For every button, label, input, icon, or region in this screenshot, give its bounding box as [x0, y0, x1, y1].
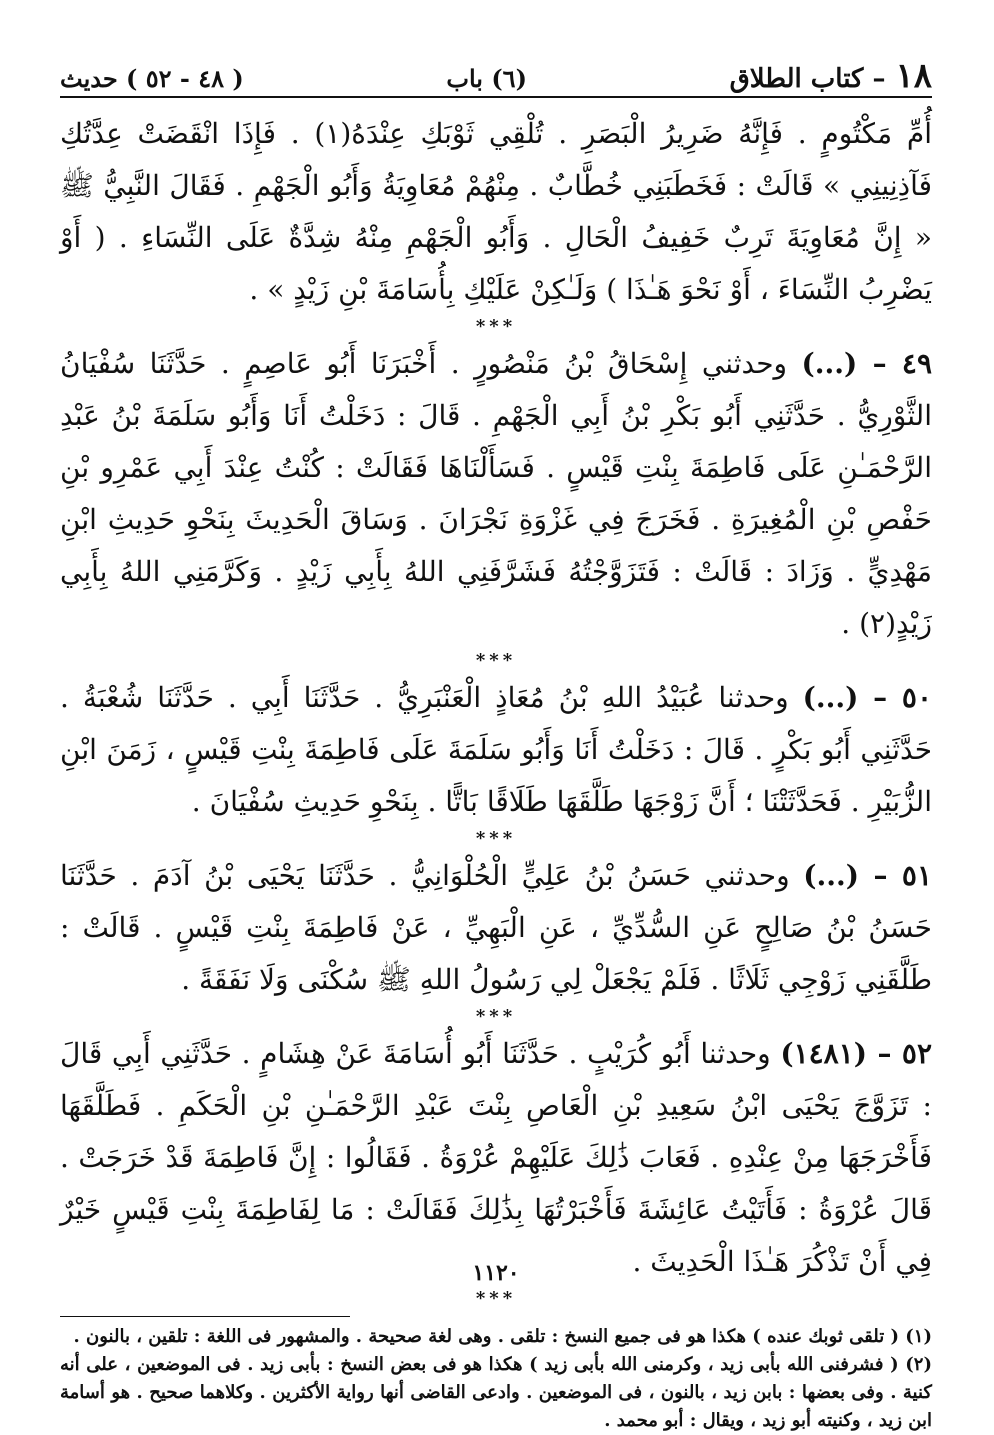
- hadith-text: وحدثنا أَبُو كُرَيْبٍ . حَدَّثَنَا أَبُو أُسَامَةَ عَنْ هِشَامٍ . حَدَّثَنِي أَبِي قَالَ : تَزَوَّجَ يَحْيَى ابْنُ سَعِيدِ بْنِ الْعَاصِ بِنْتَ عَبْدِ الرَّحْمَـٰنِ بْنِ الْحَكَمِ . فَطَلَّقَهَا فَأَخْرَجَهَا مِنْ عِنْدِهِ . فَعَابَ ذَٰلِكَ عَلَيْهِمْ عُرْوَةُ . فَقَالُوا : إِنَّ فَاطِمَةَ قَدْ خَرَجَتْ . قَالَ عُرْوَةُ : فَأَتَيْتُ عَائِشَةَ فَأَخْبَرْتُهَا بِذَٰلِكَ فَقَالَتْ : مَا لِفَاطِمَةَ بِنْتِ قَيْسٍ خَيْرٌ فِي أَنْ تَذْكُرَ هَـٰذَا الْحَدِيثَ .: [60, 1037, 932, 1278]
- section-separator: ***: [475, 316, 517, 337]
- hadith-49: [60, 338, 932, 650]
- header-hadith-range: ( ٤٨ - ٥٢ ) حديث: [60, 64, 244, 93]
- hadith-text: وحدثني إِسْحَاقُ بْنُ مَنْصُورٍ . أَخْبَرَنَا أَبُو عَاصِمٍ . حَدَّثَنَا سُفْيَانُ الثَّوْرِيُّ . حَدَّثَنِي أَبُو بَكْرِ بْنُ أَبِي الْجَهْمِ . قَالَ : دَخَلْتُ أَنَا وَأَبُو سَلَمَةَ بْنُ عَبْدِ الرَّحْمَـٰنِ عَلَى فَاطِمَةَ بِنْتِ قَيْسٍ . فَسَأَلْنَاهَا فَقَالَتْ : كُنْتُ عِنْدَ أَبِي عَمْرِو بْنِ حَفْصِ بْنِ الْمُغِيرَةِ . فَخَرَجَ فِي غَزْوَةِ نَجْرَانَ . وَسَاقَ الْحَدِيثَ بِنَحْوِ حَدِيثِ ابْنِ مَهْدِيٍّ . وَزَادَ : قَالَتْ : فَتَزَوَّجْتُهُ فَشَرَّفَنِي اللهُ بِأَبِي زَيْدٍ . وَكَرَّمَنِي اللهُ بِأَبِي زَيْدٍ(٢) .: [60, 347, 932, 640]
- section-separator: ***: [475, 1006, 517, 1027]
- header-chapter: (٦) باب: [446, 64, 527, 93]
- paragraph-continuation: [60, 108, 932, 316]
- header-book-name: – كتاب الطلاق: [729, 64, 886, 94]
- header-book-title: [730, 56, 932, 96]
- hadith-51: [60, 850, 932, 1006]
- section-separator: ***: [475, 1288, 517, 1309]
- hadith-50: [60, 672, 932, 828]
- hadith-text: وحدثنا عُبَيْدُ اللهِ بْنُ مُعَاذٍ الْعَنْبَرِيُّ . حَدَّثَنَا أَبِي . حَدَّثَنَا شُعْبَةُ . حَدَّثَنِي أَبُو بَكْرٍ . قَالَ : دَخَلْتُ أَنَا وَأَبُو سَلَمَةَ عَلَى فَاطِمَةَ بِنْتِ قَيْسٍ ، زَمَنَ ابْنِ الزُّبَيْرِ . فَحَدَّثَتْنَا ؛ أَنَّ زَوْجَهَا طَلَّقَهَا طَلَاقًا بَاتًّا . بِنَحْوِ حَدِيثِ سُفْيَانَ .: [60, 681, 932, 818]
- section-separator: ***: [475, 650, 517, 671]
- paragraph-text: أُمِّ مَكْتُومٍ . فَإِنَّهُ ضَرِيرُ الْبَصَرِ . تُلْقِي ثَوْبَكِ عِنْدَهُ(١) . فَإِذَا انْقَضَتْ عِدَّتُكِ فَآذِنِينِي » قَالَتْ : فَخَطَبَنِي خُطَّابٌ . مِنْهُمْ مُعَاوِيَةُ وَأَبُو الْجَهْمِ . فَقَالَ النَّبِيُّ ﷺ « إِنَّ مُعَاوِيَةَ تَرِبٌ خَفِيفُ الْحَالِ . وَأَبُو الْجَهْمِ مِنْهُ شِدَّةٌ عَلَى النِّسَاءِ . ( أَوْ يَضْرِبُ النِّسَاءَ ، أَوْ نَحْوَ هَـٰذَا ) وَلَـٰكِنْ عَلَيْكِ بِأُسَامَةَ بْنِ زَيْدٍ » .: [60, 117, 932, 306]
- footnote-1: (١) ( تلقى ثوبك عنده ) هكذا هو فى جميع النسخ : تلقى . وهى لغة صحيحة . والمشهور فى اللغة : تلقين ، بالنون .: [73, 1326, 932, 1347]
- header-rule: [60, 96, 932, 98]
- running-header: [60, 56, 932, 94]
- hadith-52: [60, 1028, 932, 1288]
- hadith-number: ٤٩ – (...): [801, 347, 932, 380]
- hadith-number: ٥٢ – (١٤٨١): [780, 1037, 932, 1070]
- hadith-text: وحدثني حَسَنُ بْنُ عَلِيٍّ الْحُلْوَانِيُّ . حَدَّثَنَا يَحْيَى بْنُ آدَمَ . حَدَّثَنَا حَسَنُ بْنُ صَالِحٍ عَنِ السُّدِّيِّ ، عَنِ الْبَهِيِّ ، عَنْ فَاطِمَةَ بِنْتِ قَيْسٍ . قَالَتْ : طَلَّقَنِي زَوْجِي ثَلَاثًا . فَلَمْ يَجْعَلْ لِي رَسُولُ اللهِ ﷺ سُكْنَى وَلَا نَفَقَةً .: [60, 859, 932, 996]
- hadith-number: ٥٠ – (...): [802, 681, 932, 714]
- document-page: [60, 56, 932, 1431]
- page-number-footer: ١١٢٠: [472, 1260, 520, 1286]
- section-separator: ***: [475, 828, 517, 849]
- footnote-2: (٢) ( فشرفنى الله بأبى زيد ، وكرمنى الله بأبى زيد ) هكذا هو فى بعض النسخ : بأبى زيد . فى الموضعين ، على أنه كنية . وفى بعضها : بابن زيد ، بالنون ، فى الموضعين . وادعى القاضى أنها رواية الأكثرين . وكلاهما صحيح . هو أسامة ابن زيد ، وكنيته أبو زيد ، ويقال : أبو محمد .: [60, 1354, 932, 1431]
- footnote-rule: [60, 1316, 350, 1317]
- header-page-number: ١٨: [895, 56, 932, 96]
- hadith-number: ٥١ – (...): [803, 859, 932, 892]
